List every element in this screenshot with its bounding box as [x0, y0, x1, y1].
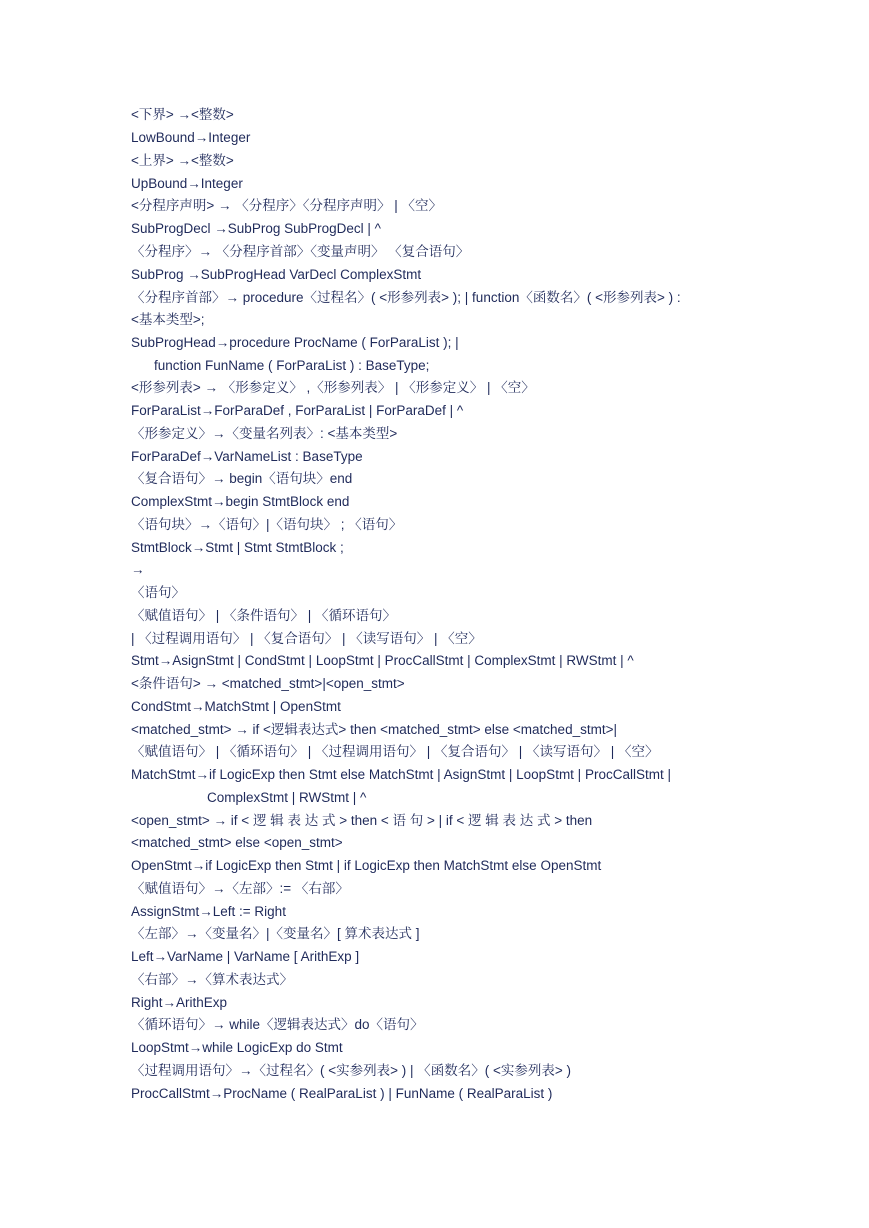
grammar-line: 〈语句块〉→〈语句〉|〈语句块〉 ; 〈语句〉 [131, 517, 403, 532]
grammar-line: ForParaList→ForParaDef , ForParaList | ForParaDef | ^ [131, 403, 464, 418]
grammar-line: ComplexStmt→begin StmtBlock end [131, 494, 350, 509]
grammar-line: | 〈过程调用语句〉 | 〈复合语句〉 | 〈读写语句〉 | 〈空〉 [131, 631, 482, 646]
grammar-line: Stmt→AsignStmt | CondStmt | LoopStmt | ProcCallStmt | ComplexStmt | RWStmt | ^ [131, 653, 634, 668]
grammar-line: function FunName ( ForParaList ) : BaseType; [154, 358, 430, 373]
grammar-line: 〈赋值语句〉 | 〈条件语句〉 | 〈循环语句〉 [131, 608, 397, 623]
grammar-line: SubProgDecl →SubProg SubProgDecl | ^ [131, 221, 381, 236]
grammar-line: <open_stmt> → if < 逻 辑 表 达 式 > then < 语 句 > | if < 逻 辑 表 达 式 > then [131, 813, 593, 828]
grammar-line: AssignStmt→Left := Right [131, 904, 286, 919]
grammar-line: SubProg →SubProgHead VarDecl ComplexStmt [131, 267, 422, 282]
grammar-line: ForParaDef→VarNameList : BaseType [131, 449, 363, 464]
grammar-line: MatchStmt→if LogicExp then Stmt else MatchStmt | AsignStmt | LoopStmt | ProcCallStmt | [131, 767, 671, 782]
grammar-line: → [131, 562, 145, 577]
grammar-line: ComplexStmt | RWStmt | ^ [207, 790, 367, 805]
grammar-line: UpBound→Integer [131, 176, 243, 191]
grammar-line: 〈过程调用语句〉→〈过程名〉( <实参列表> ) | 〈函数名〉( <实参列表> ) [131, 1063, 572, 1078]
grammar-line: Left→VarName | VarName [ ArithExp ] [131, 949, 360, 964]
grammar-line: <形参列表> → 〈形参定义〉 ,〈形参列表〉 | 〈形参定义〉 | 〈空〉 [131, 380, 535, 395]
grammar-line: LowBound→Integer [131, 130, 251, 145]
grammar-line: <下界> →<整数> [131, 107, 234, 122]
grammar-line: 〈形参定义〉→〈变量名列表〉: <基本类型> [131, 426, 398, 441]
grammar-line: LoopStmt→while LogicExp do Stmt [131, 1040, 343, 1055]
grammar-line: <上界> →<整数> [131, 153, 234, 168]
grammar-line: Right→ArithExp [131, 995, 228, 1010]
grammar-line: 〈分程序首部〉→ procedure〈过程名〉( <形参列表> ); | function〈函数名〉( <形参列表> ) : [131, 290, 681, 305]
grammar-line: 〈赋值语句〉 | 〈循环语句〉 | 〈过程调用语句〉 | 〈复合语句〉 | 〈读写语句〉 | 〈空〉 [131, 744, 659, 759]
grammar-line: 〈分程序〉→ 〈分程序首部〉〈变量声明〉 〈复合语句〉 [131, 244, 470, 259]
grammar-line: CondStmt→MatchStmt | OpenStmt [131, 699, 341, 714]
grammar-line: <条件语句> → <matched_stmt>|<open_stmt> [131, 676, 405, 691]
grammar-line: OpenStmt→if LogicExp then Stmt | if LogicExp then MatchStmt else OpenStmt [131, 858, 602, 873]
grammar-line: 〈复合语句〉→ begin〈语句块〉end [131, 471, 353, 486]
grammar-line: <matched_stmt> → if <逻辑表达式> then <matched_stmt> else <matched_stmt>| [131, 722, 617, 737]
grammar-line: <分程序声明> → 〈分程序〉〈分程序声明〉 | 〈空〉 [131, 198, 443, 213]
grammar-line: <matched_stmt> else <open_stmt> [131, 835, 343, 850]
grammar-line: <基本类型>; [131, 312, 205, 327]
grammar-line: 〈左部〉→〈变量名〉|〈变量名〉[ 算术表达式 ] [131, 926, 420, 941]
grammar-line: StmtBlock→Stmt | Stmt StmtBlock ; [131, 540, 344, 555]
grammar-line: ProcCallStmt→ProcName ( RealParaList ) | FunName ( RealParaList ) [131, 1086, 553, 1101]
grammar-line: 〈语句〉 [131, 585, 185, 600]
grammar-line: SubProgHead→procedure ProcName ( ForParaList ); | [131, 335, 459, 350]
grammar-line: 〈赋值语句〉→〈左部〉:= 〈右部〉 [131, 881, 349, 896]
grammar-line: 〈右部〉→〈算术表达式〉 [131, 972, 293, 987]
grammar-line: 〈循环语句〉→ while〈逻辑表达式〉do〈语句〉 [131, 1017, 424, 1032]
